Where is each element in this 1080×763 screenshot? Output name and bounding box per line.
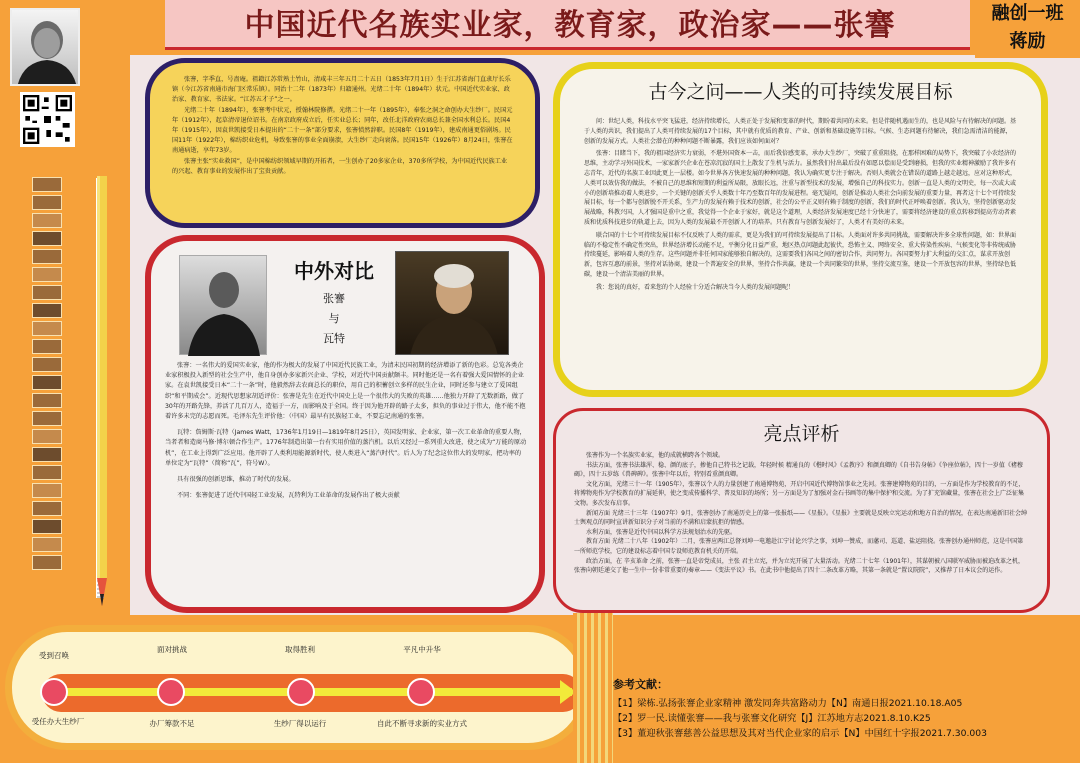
highlight-paragraph: 政治方面，在 辛亥革命 之前，张謇一直是帝党成员，主张 君主立宪，并为立宪开展了大量活动。光绪二十七年（1901年），其谋朝被八国联军威胁而被迫改革之机，张謇向朝廷递交了他一生中一份非常重要的奏章——《变法平议》书。在此书中他提出了四十二条改革方略，其第一条就是“置议院院”，又推荐了日本议会的运作。 xyxy=(574,557,1024,575)
thumbnail-image xyxy=(32,411,62,426)
timeline-stage-label: 取得胜利 xyxy=(285,645,315,654)
dialogue-paragraph: 张謇：目睹当下，我的祖国经济实力衰弱，不堪外国资本一击，而后我倍感变革，承办大生纱厂，突破了重重阻挠，在那样困难的局势下，我突破了小农经济的思维，主动学习外国技术，一家家新兴企业在苍凉沉寂的国土上散发了生机与活力。虽然我们付出最后没有如愿以偿而是受到磨损，但我的实业精神激励了我许多有志青年，近代的名族工业因此更上一层楼。如今世界各方快速发展的种种问题，我认为确实更专注于解决。否则人类就会在错误的道路上越走越远，应对这种形式，人类可以效仿我的做法，不被自己的思维和短期的利益所局限，放眼长远，注重与新型技术的发展，增强自己的科技实力。创新一直是人类的文明史，每一次或大或小的创新培推动着人类进步，一个关键的创新关乎人类数十年乃至数百年的发展进程。毫无疑问，创新是推动人类社会向前发展的重要力量，再者这十七个可持续发展目标，每一个都与创新脱不开关系，生产力的发展有赖于技术的创新，社会的公平正义则有赖于制度的创新，我们的时代正呼唤着创新。我认为，坚持创新驱动发展战略，科教兴国，人才强国是重中之重，我觉得一个企业于家好，就是这个道理，人类经济发展速度已经十分快速了，需要将经济建设的重点转移到提高劳动者素质和优质科技进步的轨道上去，因为人类的发展最不开创新人才的培养。只有教育与创新发展好了，人类才有美好的未来。 xyxy=(584,150,1017,226)
biography-section xyxy=(145,58,540,228)
dialogue-paragraph: 我：您说的真好，看来您的个人经验十分适合解决当今人类的发展问题呢！ xyxy=(596,283,795,291)
thumbnail-image xyxy=(32,231,62,246)
comparison-paragraph: 具有很强的创新思维，推动了时代的发展。 xyxy=(177,476,295,484)
thumbnail-image xyxy=(32,465,62,480)
dialogue-paragraph: 联合国的十七个可持续发展目标不仅反映了人类的需求，更是为我们的可持续发展提出了目标。人类面对许多共同挑战，需要解决许多全球性问题，如：世界面临的不稳定性不确定性突出，世界经济增长动能不足，平衡分化日益严重，地区热点问题此起彼伏，恐怖主义、网络安全、重大传染性疾病、气候变化等非传统威胁持续蔓延，影响着人类的生存。这些问题并非任何国家能够独自解决的，这需要我们各国之间的密切合作，共同努力。各国要努力扩大利益的交汇点，谋求开放创新，包容互惠的前景，坚持对话协商，建设一个普遍安全的世界，坚持合作共赢，建设一个共同繁荣的世界，坚持交流互鉴，建设一个开放包容的世界，坚持绿色低碳，建设一个清洁美丽的世界。 xyxy=(584,231,1017,278)
highlight-paragraph: 书法方面，张謇书法雄浑、稳、颜的底子，掺他自己特书之记载，年轻时候 精通良的《楷时风》《孟教序》和颜真卿的《自书告身帖》《争座位帖》，四十一岁值《褚穆碣》，四十五岁练《兽碑碑》。张謇中年以后，特别看重颜真卿。 xyxy=(574,461,1023,479)
highlight-paragraph: 水利方面，张謇是近代中国以科学方法规划治水的先驱。 xyxy=(586,528,737,536)
thumbnail-image xyxy=(32,537,62,552)
bio-paragraph: 张謇，字季直，号啬庵。祖籍江苏常熟土竹山，清咸丰三年五月二十五日（1853年7月1日）生于江苏省海门直隶厅长乐镇（今江苏省南通市海门区常乐镇）。同治十二年（1873年）归籍通州。光绪二十年（1894年）状元。中国近代实业家、政治家、教育家、书法家。“江苏五才子”之一。 xyxy=(172,76,511,104)
highlight-paragraph: 教育方面 光绪二十八年（1902年）二月，张謇应两江总督刘坤一电邀赴江宁讨论兴学之事，刘坤一赞成，而藩司、巡道、盐运阻挠。张謇创办通州师范，这是中国第一所师范学校，它的建设标志着中国专设师范教育机关的开端。 xyxy=(574,538,1024,555)
student-name: 蒋励 xyxy=(1009,31,1046,52)
thumbnail-image xyxy=(32,555,62,570)
timeline-node xyxy=(40,678,68,706)
thumbnail-image xyxy=(32,303,62,318)
comparison-subject: 张謇 xyxy=(323,292,345,305)
highlights-section xyxy=(553,408,1050,613)
highlight-paragraph: 文化方面，光绪三十一年（1905年），张謇以个人的力量创建了南通博物苑，开启中国近代博物馆事业之先河。张謇建博物苑的目的，一方面是作为学校教育的不足，将博物苑作为学校教育的扩展延伸，使之变成传播科学、普及知识的场所；另一方面是为了加强对金石书画等的集中保护和交流。为了扩充馆藏量，张謇在社会上广泛征集文物。多次发布启事。 xyxy=(574,480,1025,507)
thumbnail-image xyxy=(32,447,62,462)
thumbnail-image xyxy=(32,519,62,534)
comparison-subtitle xyxy=(276,289,392,349)
thumbnail-image xyxy=(32,375,62,390)
thumbnail-image xyxy=(32,339,62,354)
portrait-photo xyxy=(10,8,80,86)
section-title: 亮点评析 xyxy=(763,423,840,445)
comparison-text xyxy=(165,361,527,507)
thumbnail-image xyxy=(32,267,62,282)
highlight-paragraph: 张謇作为一个名族实业家，他的成就横跨各个领域。 xyxy=(586,452,725,459)
timeline-node xyxy=(407,678,435,706)
timeline-stage-label: 面对挑战 xyxy=(157,645,187,654)
bio-paragraph: 张謇主张“实业救国”，是中国棉纺织领域早期的开拓者，一生创办了20多家企业，370多所学校，为中国近代民族工业的兴起、教育事业的发展作出了宝贵贡献。 xyxy=(172,157,508,175)
sustainable-development-section xyxy=(553,62,1048,397)
thumbnail-image xyxy=(32,483,62,498)
timeline-event-label: 办厂筹款不足 xyxy=(149,719,195,728)
section-title: 古今之问——人类的可持续发展目标 xyxy=(648,81,953,103)
thumbnail-image xyxy=(32,321,62,336)
class-name: 融创一班 xyxy=(991,3,1064,24)
highlight-paragraph: 新闻方面 光绪三十三年（1907年）9月，张謇创办了南通历史上的第一张报纸——《星报》。《星报》主要就是反映立宪运动和地方自治的情况，在表达南通新旧社会绅士舆观点的同时宣讲新知识分子对当前的不满和启蒙抗拒的情感。 xyxy=(574,509,1027,527)
comparison-conjunction: 与 xyxy=(328,312,340,325)
portrait-figure-icon xyxy=(12,10,80,86)
thumbnail-image xyxy=(32,429,62,444)
reference-item: 【1】梁栋.弘扬张謇企业家精神 激发同奔共富路动力【N】南通日报2021.10.18.A05 xyxy=(613,698,963,709)
decorative-stripes xyxy=(573,613,613,763)
thumbnail-image xyxy=(32,285,62,300)
thumbnail-image xyxy=(32,177,62,192)
reference-item: 【3】董迎秋张謇慈善公益思想及其对当代企业家的启示【N】中国红十字报2021.7.30.003 xyxy=(613,728,987,739)
timeline-event-label: 生纱厂得以运行 xyxy=(273,719,327,728)
thumbnail-image xyxy=(32,249,62,264)
comparison-paragraph: 瓦特：詹姆斯·瓦特（James Watt，1736年1月19日—1819年8月25日），英国发明家、企业家，第一次工业革命的重要人物，当者者和造商马修·博尔顿合作生产。1776年制造出第一台有实用价值的蒸汽机。以后又经过一系列重大改进，使之成为“万能的原动机”，在工业上得到广泛应用。他开辟了人类利用能源新时代，使人类进入“蒸汽时代”。后人为了纪念这位伟大的发明家，把功率的单位定为“瓦特”（简称“瓦”，符号W）。 xyxy=(165,429,527,467)
dialogue-text xyxy=(584,117,1017,296)
qr-code-icon xyxy=(23,95,72,144)
zhang-jian-photo xyxy=(179,255,267,355)
dialogue-paragraph: 问：世纪人类，科技水平突飞猛进，经济持续增长，人类正处于发展和变革的时代，期盼着共同的未来。但是伴随机遇而生的，也是风险与有待解决的问题。基于人类的共识，我们提出了人类可持续发展的17个目标，其中就有优质的教育、产业、创新和基础设施等目标。气候、生态问题有待解决，我们急需清洁的能源，创新的发展方式。人类社会潜在的种种问题不断暴露，我们应该如何面对？ xyxy=(584,118,1017,145)
comparison-paragraph: 张謇：一名伟大的爱国实业家，他的作为极大的发展了中国近代民族工业，为清末民国初期的经济增添了新的色彩。总览各类企业家积极投入新型的社会生产中，他自身创办多家新兴企业、学校，对近代中国贡献颇丰。同时他还是一名有着强大爱国情怀的企业家。在袁世凯接受日本“二十一条”时，他毅然辞去农商总长的职位，用自己的积蓄创立多样的民生企业，同时还参与建立了爱国组织“和平期成会”。近现代思想家胡适评价：张謇是先生在近代中国史上是一个很伟大的失败的英雄……他独力开辟了无数新路，做了30年的开路先锋，养活了几百万人，造福于一方，而影响及于全国。终于因为他开辟的路子太多，担负的事业过于伟大，他不能不抱着许多未完的志愿而死。毛泽东先生评价他：（中国）最早有民族轻工业，不要忘记南通的张謇。 xyxy=(165,362,526,421)
thumbnail-image xyxy=(32,357,62,372)
reference-item: 【2】罗一民.读懂张謇——我与张謇文化研究【J】江苏地方志2021.8.10.K25 xyxy=(613,713,931,724)
photo-strip xyxy=(28,175,94,615)
thumbnail-image xyxy=(32,195,62,210)
references-section xyxy=(613,676,1073,741)
page-title: 中国近代名族实业家，教育家，政治家——张謇 xyxy=(244,8,896,43)
references-title: 参考文献： xyxy=(613,678,668,691)
comparison-title: 中外对比 xyxy=(294,259,374,283)
timeline-stage-label: 受到召唤 xyxy=(39,651,69,660)
thumbnail-image xyxy=(32,501,62,516)
james-watt-portrait xyxy=(395,251,509,355)
portrait-figure-icon xyxy=(180,256,268,356)
journey-timeline xyxy=(5,625,590,750)
highlights-text xyxy=(574,451,1029,576)
timeline-node xyxy=(157,678,185,706)
timeline-event-label: 受任办大生纱厂 xyxy=(31,717,85,726)
timeline-stage-label: 平凡中升华 xyxy=(403,645,441,654)
timeline-node xyxy=(287,678,315,706)
thumbnail-image xyxy=(32,213,62,228)
qr-code[interactable] xyxy=(20,92,75,147)
bio-paragraph: 光绪二十年（1894年），张謇考中状元，授翰林院修撰。光绪二十一年（1895年），奉张之洞之命创办大生纱厂。民国元年（1912年），起草清帝退位诏书。在南京政府成立后，任实业总长；同年，改任北洋政府农商总长兼全国水利总长。民国4年（1915年），因袁世凯接受日本提出的“二十一条”部分要求，张謇愤然辞职。民国8年（1919年），建成南通更俗剧场。民国11年（1922年），棉纺织业危机，导致张謇的事业全面崩溃，大生纱厂走向衰落。民国15年（1926年）8月24日，张謇在南通病逝，享年73岁。 xyxy=(172,106,513,155)
thumbnail-image xyxy=(32,393,62,408)
pencil-icon xyxy=(86,176,116,616)
timeline-event-label: 自此不断寻求新的实业方式 xyxy=(377,719,467,728)
comparison-paragraph: 不同：张謇促进了近代中国轻工业发展，瓦特利为工业革命的发展作出了极大贡献 xyxy=(177,492,400,500)
comparison-subject: 瓦特 xyxy=(323,332,345,345)
author-info xyxy=(975,0,1080,58)
comparison-section xyxy=(145,235,545,613)
portrait-figure-icon xyxy=(396,252,509,355)
